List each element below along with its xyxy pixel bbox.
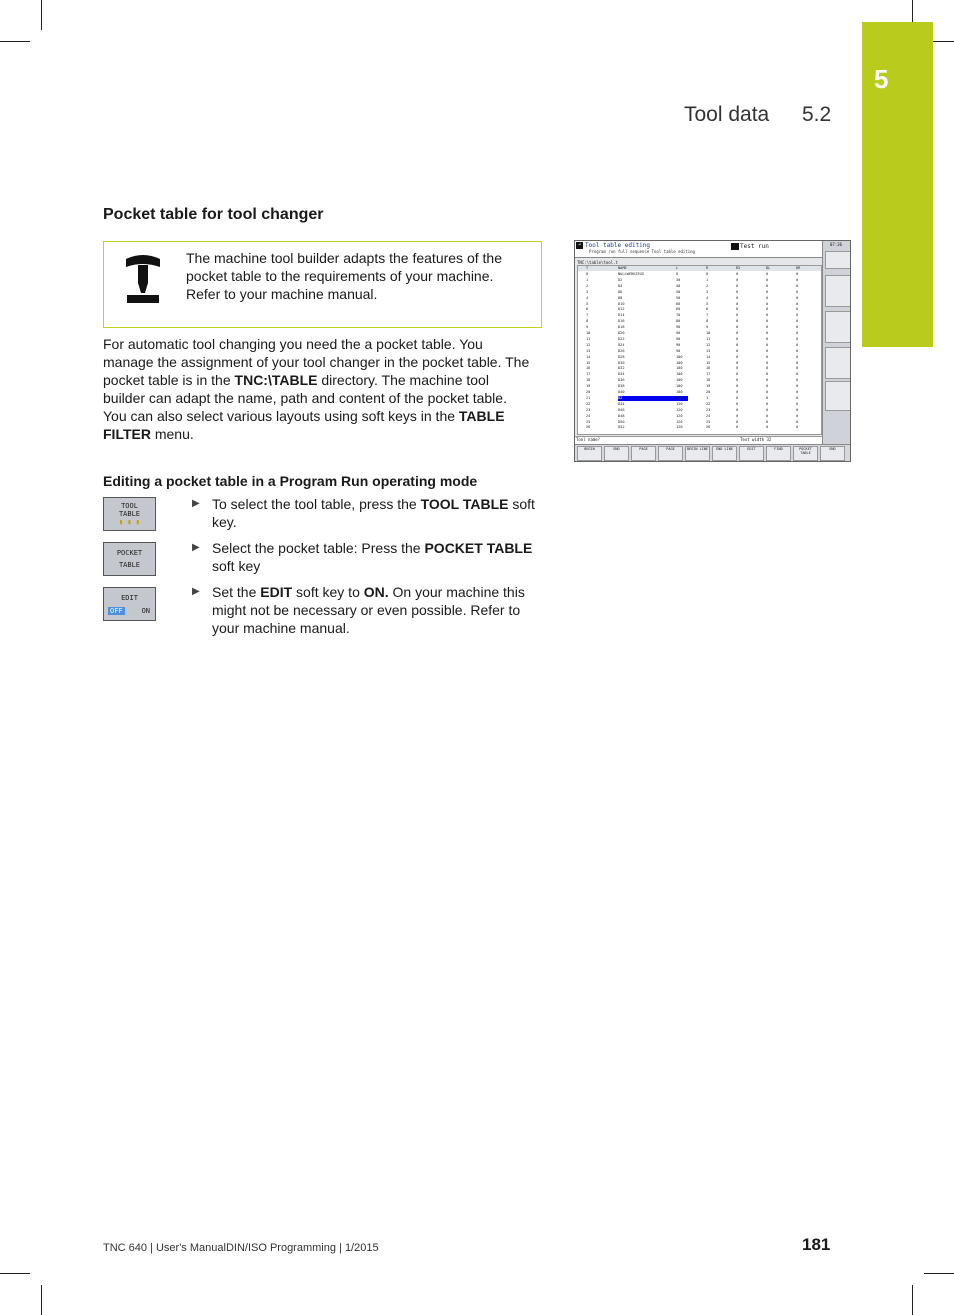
- table-cell: D48: [618, 413, 625, 418]
- screenshot-softkey[interactable]: BEGIN LINE: [685, 446, 710, 461]
- table-cell: 90: [676, 342, 681, 347]
- crop-mark: [41, 1285, 42, 1315]
- table-cell: 0: [796, 301, 799, 306]
- screenshot-softkey[interactable]: END: [820, 446, 845, 461]
- table-cell: 0: [736, 407, 739, 412]
- table-cell: 2: [706, 283, 709, 288]
- table-cell: 40: [676, 283, 681, 288]
- table-cell: 21: [586, 395, 591, 400]
- table-cell: 0: [736, 372, 739, 377]
- table-cell: 0: [766, 354, 769, 359]
- table-cell: 100: [676, 366, 683, 371]
- table-row[interactable]: [578, 290, 821, 295]
- table-row[interactable]: [578, 313, 821, 318]
- clock: 07:36: [830, 242, 843, 247]
- table-cell: D38: [618, 384, 625, 389]
- table-header: [578, 266, 821, 271]
- machine-manual-icon: [122, 253, 164, 305]
- table-cell: 100: [676, 390, 683, 394]
- program-run-icon: ➔: [577, 242, 581, 248]
- table-cell: 0: [766, 348, 769, 353]
- table-cell: D24: [618, 342, 625, 347]
- table-cell: D44: [618, 401, 625, 406]
- table-cell: 0: [766, 301, 769, 306]
- step-2: ▶ Select the pocket table: Press the POCKET TABLE soft key: [192, 540, 533, 574]
- table-cell: 0: [736, 425, 739, 430]
- screenshot-title: Tool table editing: [585, 242, 651, 249]
- table-row[interactable]: [578, 408, 821, 413]
- screenshot-softkey[interactable]: PAGE: [658, 446, 683, 461]
- table-cell: 4: [706, 295, 709, 300]
- table-cell: 0: [586, 272, 589, 276]
- pocket-table-softkey[interactable]: POCKET TABLE: [103, 542, 156, 576]
- table-cell: 0: [766, 401, 769, 406]
- table-row[interactable]: [578, 307, 821, 312]
- step-arrow-icon: ▶: [192, 498, 200, 509]
- table-cell: 0: [766, 331, 769, 335]
- table-cell: 0: [796, 390, 799, 394]
- table-cell: 0: [766, 413, 769, 418]
- table-cell: 100: [676, 378, 683, 383]
- table-cell: 0: [766, 378, 769, 383]
- table-cell: 4: [586, 295, 589, 300]
- table-cell: 0: [796, 378, 799, 383]
- table-cell: 0: [796, 289, 799, 294]
- table-row[interactable]: [578, 425, 821, 430]
- screenshot-side-panel: [822, 241, 851, 444]
- table-cell: 19: [706, 384, 711, 389]
- table-cell: 17: [586, 372, 591, 377]
- table-cell: D36: [618, 378, 625, 383]
- table-cell: 0: [796, 319, 799, 324]
- table-cell: 0: [736, 272, 739, 276]
- edit-on-indicator: ON: [141, 607, 150, 615]
- table-cell: D22: [618, 336, 625, 341]
- table-cell: 13: [586, 348, 591, 353]
- table-cell: 0: [736, 401, 739, 406]
- table-cell: 90: [676, 348, 681, 353]
- table-cell: 20: [706, 390, 711, 394]
- table-cell: 10: [586, 331, 591, 335]
- table-row[interactable]: [578, 296, 821, 301]
- table-cell: 1: [706, 277, 709, 282]
- screenshot-softkey[interactable]: END: [604, 446, 629, 461]
- table-cell: 12: [706, 342, 711, 347]
- table-cell: 0: [796, 401, 799, 406]
- table-cell: 0: [766, 372, 769, 377]
- table-cell: 17: [706, 372, 711, 377]
- table-cell: D12: [618, 307, 625, 312]
- table-cell: 6: [586, 307, 589, 312]
- table-row[interactable]: [578, 278, 821, 283]
- table-cell: 5: [586, 301, 589, 306]
- page-number: 181: [802, 1235, 831, 1254]
- screenshot-subtitle: Program run full sequence Tool table editing: [589, 249, 695, 254]
- table-cell: 8: [706, 319, 709, 324]
- table-cell: 12: [586, 342, 591, 347]
- table-cell: 0: [796, 348, 799, 353]
- footer-text: TNC 640 | User's ManualDIN/ISO Programming | 1/2015: [103, 1242, 379, 1254]
- tool-icons: ▮ ▮ ▮: [118, 518, 141, 526]
- table-row[interactable]: [578, 372, 821, 377]
- side-key: [825, 381, 851, 411]
- table-cell: 0: [766, 313, 769, 318]
- crop-mark: [924, 1273, 954, 1274]
- screenshot-softkey[interactable]: PAGE: [631, 446, 656, 461]
- table-cell: 0: [736, 295, 739, 300]
- table-cell: D16: [618, 319, 625, 324]
- table-cell: 90: [676, 325, 681, 330]
- table-cell: 0: [736, 419, 739, 424]
- table-column-header: DL: [766, 266, 771, 270]
- table-cell: 90: [676, 336, 681, 341]
- table-cell: 70: [676, 313, 681, 318]
- tool-table-grid: [577, 265, 822, 435]
- screenshot-softkey-bar: [575, 444, 850, 462]
- table-cell: D10: [618, 301, 625, 306]
- table-cell: 0: [766, 419, 769, 424]
- side-key: [825, 251, 851, 269]
- table-cell: 0: [736, 413, 739, 418]
- table-row[interactable]: [578, 378, 821, 383]
- table-cell: 0: [796, 277, 799, 282]
- table-cell: 0: [736, 331, 739, 335]
- table-column-header: L: [676, 266, 679, 270]
- table-row[interactable]: [578, 361, 821, 366]
- table-row[interactable]: [578, 343, 821, 348]
- table-cell: 3: [706, 289, 709, 294]
- table-cell: 0: [736, 395, 739, 400]
- table-row[interactable]: [578, 337, 821, 342]
- note-text: The machine tool builder adapts the features of the pocket table to the requirements of your machine. Refer to your machine manual.: [186, 250, 502, 302]
- table-cell: 25: [706, 419, 711, 424]
- table-cell: 16: [706, 366, 711, 371]
- table-cell: 0: [736, 390, 739, 394]
- table-cell: 0: [796, 272, 799, 276]
- table-cell: 0: [796, 342, 799, 347]
- screenshot-softkey[interactable]: POCKET TABLE: [793, 446, 818, 461]
- table-cell: 0: [736, 301, 739, 306]
- table-cell: 7: [706, 313, 709, 318]
- edit-softkey[interactable]: EDIT OFF ON: [103, 587, 156, 621]
- table-cell: 0: [766, 272, 769, 276]
- table-cell: 0: [676, 272, 679, 276]
- table-cell: 0: [766, 319, 769, 324]
- table-cell: 0: [736, 277, 739, 282]
- table-cell: 6: [706, 307, 709, 312]
- table-cell: 0: [796, 331, 799, 335]
- table-column-header: T: [586, 266, 589, 270]
- table-cell: D32: [618, 366, 625, 371]
- table-cell: 0: [796, 325, 799, 330]
- step-arrow-icon: ▶: [192, 542, 200, 553]
- table-cell: 9: [586, 325, 589, 330]
- table-cell: 100: [676, 360, 683, 365]
- table-row[interactable]: [578, 366, 821, 371]
- table-cell: 120: [676, 419, 683, 424]
- table-cell: D46: [618, 407, 625, 412]
- table-cell: 100: [676, 384, 683, 389]
- table-column-header: NAME: [618, 266, 627, 270]
- table-cell: D14: [618, 313, 625, 318]
- table-cell: 60: [676, 301, 681, 306]
- table-cell: 0: [796, 336, 799, 341]
- table-cell: 13: [706, 348, 711, 353]
- table-cell: D34: [618, 372, 625, 377]
- table-cell: 0: [766, 289, 769, 294]
- screenshot-path: TNC:\table\tool.t: [577, 260, 618, 265]
- table-cell: 0: [736, 313, 739, 318]
- table-cell: 0: [766, 342, 769, 347]
- table-cell: 15: [586, 360, 591, 365]
- table-cell: 0: [766, 395, 769, 400]
- table-cell: 15: [706, 360, 711, 365]
- table-row[interactable]: [578, 272, 821, 277]
- table-cell: 23: [706, 407, 711, 412]
- table-cell: 11: [706, 336, 711, 341]
- table-cell: 120: [676, 401, 683, 406]
- table-cell: D2: [618, 277, 623, 282]
- table-cell: 80: [676, 319, 681, 324]
- table-cell: 0: [736, 319, 739, 324]
- table-cell: 30: [676, 277, 681, 282]
- table-cell: 0: [706, 272, 709, 276]
- tnc-screenshot: [574, 240, 851, 462]
- running-header-section: 5.2: [802, 103, 832, 126]
- table-cell: 25: [586, 419, 591, 424]
- side-key: [825, 275, 851, 307]
- table-cell: 0: [736, 360, 739, 365]
- table-cell: 1: [586, 277, 589, 282]
- edit-off-indicator: OFF: [110, 607, 123, 615]
- table-cell: 100: [676, 372, 683, 377]
- table-cell: 50: [676, 289, 681, 294]
- table-cell: 0: [736, 384, 739, 389]
- table-cell: 90: [676, 331, 681, 335]
- table-cell: 5: [706, 301, 709, 306]
- table-cell: 0: [796, 425, 799, 430]
- side-key: [825, 311, 851, 343]
- table-cell: 18: [586, 378, 591, 383]
- screenshot-softkey[interactable]: EDIT: [739, 446, 764, 461]
- table-row[interactable]: [578, 414, 821, 419]
- table-cell: 0: [796, 307, 799, 312]
- table-row[interactable]: [578, 284, 821, 289]
- table-cell: 0: [796, 419, 799, 424]
- table-cell: 0: [766, 366, 769, 371]
- table-row[interactable]: [578, 349, 821, 354]
- table-cell: 2: [586, 283, 589, 288]
- table-cell: 24: [586, 413, 591, 418]
- table-cell: D50: [618, 419, 625, 424]
- table-row[interactable]: [578, 319, 821, 324]
- table-cell: 120: [676, 425, 683, 430]
- table-cell: 0: [736, 283, 739, 288]
- table-cell: 0: [766, 307, 769, 312]
- table-cell: D18: [618, 325, 625, 330]
- chapter-number: 5: [874, 64, 889, 94]
- table-cell: 0: [796, 295, 799, 300]
- side-key: [825, 347, 851, 379]
- table-row[interactable]: [578, 384, 821, 389]
- table-cell: 0: [766, 336, 769, 341]
- table-cell: 100: [676, 395, 683, 400]
- table-cell: 0: [736, 336, 739, 341]
- table-cell: 10: [706, 331, 711, 335]
- subsection-title: Editing a pocket table in a Program Run operating mode: [103, 473, 478, 489]
- crop-mark: [0, 41, 30, 42]
- table-cell: 19: [586, 384, 591, 389]
- table-cell: 0: [736, 348, 739, 353]
- table-cell: 22: [706, 401, 711, 406]
- table-row[interactable]: [578, 302, 821, 307]
- screenshot-softkey[interactable]: END LINE: [712, 446, 737, 461]
- table-cell: 14: [586, 354, 591, 359]
- table-cell: 9: [706, 325, 709, 330]
- table-cell: 0: [796, 413, 799, 418]
- table-cell: 0: [796, 354, 799, 359]
- table-cell: 11: [586, 336, 591, 341]
- table-cell: D40: [618, 390, 625, 394]
- table-cell: D52: [618, 425, 625, 430]
- body-paragraph: For automatic tool changing you need the a pocket table. You manage the assignment of your tool changer in the pocket table. The pocket table is in the TNC:\TABLE directory. The machine tool builder can adapt the name, path and content of the pocket table. You can also select various layouts using soft keys in the TABLE FILTER menu.: [103, 336, 530, 442]
- table-cell: D30: [618, 360, 625, 365]
- table-cell: 22: [586, 401, 591, 406]
- table-cell: 0: [766, 325, 769, 330]
- screenshot-softkey[interactable]: BEGIN: [577, 446, 602, 461]
- status-right: Text width 32: [740, 437, 772, 442]
- table-cell: 0: [736, 378, 739, 383]
- table-cell: 0: [766, 407, 769, 412]
- screenshot-softkey[interactable]: FIND: [766, 446, 791, 461]
- table-cell: 0: [796, 384, 799, 389]
- table-row[interactable]: [578, 402, 821, 407]
- table-row[interactable]: [578, 355, 821, 360]
- step-1: ▶ To select the tool table, press the TOOL TABLE soft key.: [192, 496, 535, 530]
- table-column-header: R: [706, 266, 709, 270]
- table-cell: D6: [618, 289, 623, 294]
- table-cell: 0: [736, 325, 739, 330]
- table-cell: NULLWERKZEUG: [618, 272, 644, 276]
- table-cell: 0: [736, 289, 739, 294]
- table-cell: 100: [676, 354, 683, 359]
- table-cell: 0: [766, 277, 769, 282]
- screenshot-mode: Test run: [740, 243, 769, 250]
- crop-mark: [0, 1273, 30, 1274]
- table-cell: 0: [736, 366, 739, 371]
- tool-table-softkey[interactable]: TOOL TABLE ▮ ▮ ▮: [103, 497, 156, 531]
- screenshot-title-bar: [575, 241, 822, 258]
- table-row[interactable]: [578, 420, 821, 425]
- table-cell: 0: [796, 395, 799, 400]
- table-cell: 18: [706, 378, 711, 383]
- table-cell: 60: [676, 307, 681, 312]
- step-3: ▶ Set the EDIT soft key to ON. On your machine this might not be necessary or even possible. Refer to your machine manual.: [192, 584, 525, 636]
- table-cell: 0: [736, 354, 739, 359]
- table-cell: 16: [586, 366, 591, 371]
- table-column-header: R2: [736, 266, 741, 270]
- table-cell: 14: [706, 354, 711, 359]
- table-cell: 3: [586, 289, 589, 294]
- dnc-icon: [731, 243, 739, 250]
- table-row[interactable]: [578, 325, 821, 330]
- table-cell: 26: [586, 425, 591, 430]
- table-cell: 0: [796, 407, 799, 412]
- table-cell: 20: [586, 390, 591, 394]
- table-cell: 0: [766, 425, 769, 430]
- table-cell: 120: [676, 413, 683, 418]
- table-cell: 1: [706, 395, 709, 400]
- table-cell: 0: [796, 372, 799, 377]
- table-cell: 0: [796, 366, 799, 371]
- table-cell: D28: [618, 354, 625, 359]
- section-title: Pocket table for tool changer: [103, 206, 324, 223]
- table-cell: 23: [586, 407, 591, 412]
- table-cell: 0: [766, 360, 769, 365]
- table-cell: 0: [736, 307, 739, 312]
- screenshot-status: [575, 436, 822, 444]
- table-cell: 7: [586, 313, 589, 318]
- step-arrow-icon: ▶: [192, 586, 200, 597]
- table-cell: 0: [766, 295, 769, 300]
- table-cell: 26: [706, 425, 711, 430]
- table-cell: 0: [796, 313, 799, 318]
- table-cell: 0: [796, 360, 799, 365]
- table-cell: 0: [796, 283, 799, 288]
- table-cell: 0: [736, 342, 739, 347]
- table-row[interactable]: [578, 396, 821, 401]
- table-column-header: DR: [796, 266, 801, 270]
- table-cell: D20: [618, 331, 625, 335]
- table-cell: 120: [676, 407, 683, 412]
- table-cell: 50: [676, 295, 681, 300]
- running-header-title: Tool data: [684, 103, 770, 126]
- table-cell: D4: [618, 283, 623, 288]
- table-cell: D26: [618, 348, 625, 353]
- table-cell: 0: [766, 390, 769, 394]
- table-row[interactable]: [578, 390, 821, 395]
- table-cell: D8: [618, 295, 623, 300]
- table-row[interactable]: [578, 331, 821, 336]
- status-left: Tool name?: [576, 437, 601, 442]
- crop-mark: [41, 0, 42, 30]
- table-cell: 0: [766, 384, 769, 389]
- table-cell: D2: [618, 396, 688, 401]
- crop-mark: [912, 1285, 913, 1315]
- table-cell: 8: [586, 319, 589, 324]
- table-cell: 24: [706, 413, 711, 418]
- table-cell: 0: [766, 283, 769, 288]
